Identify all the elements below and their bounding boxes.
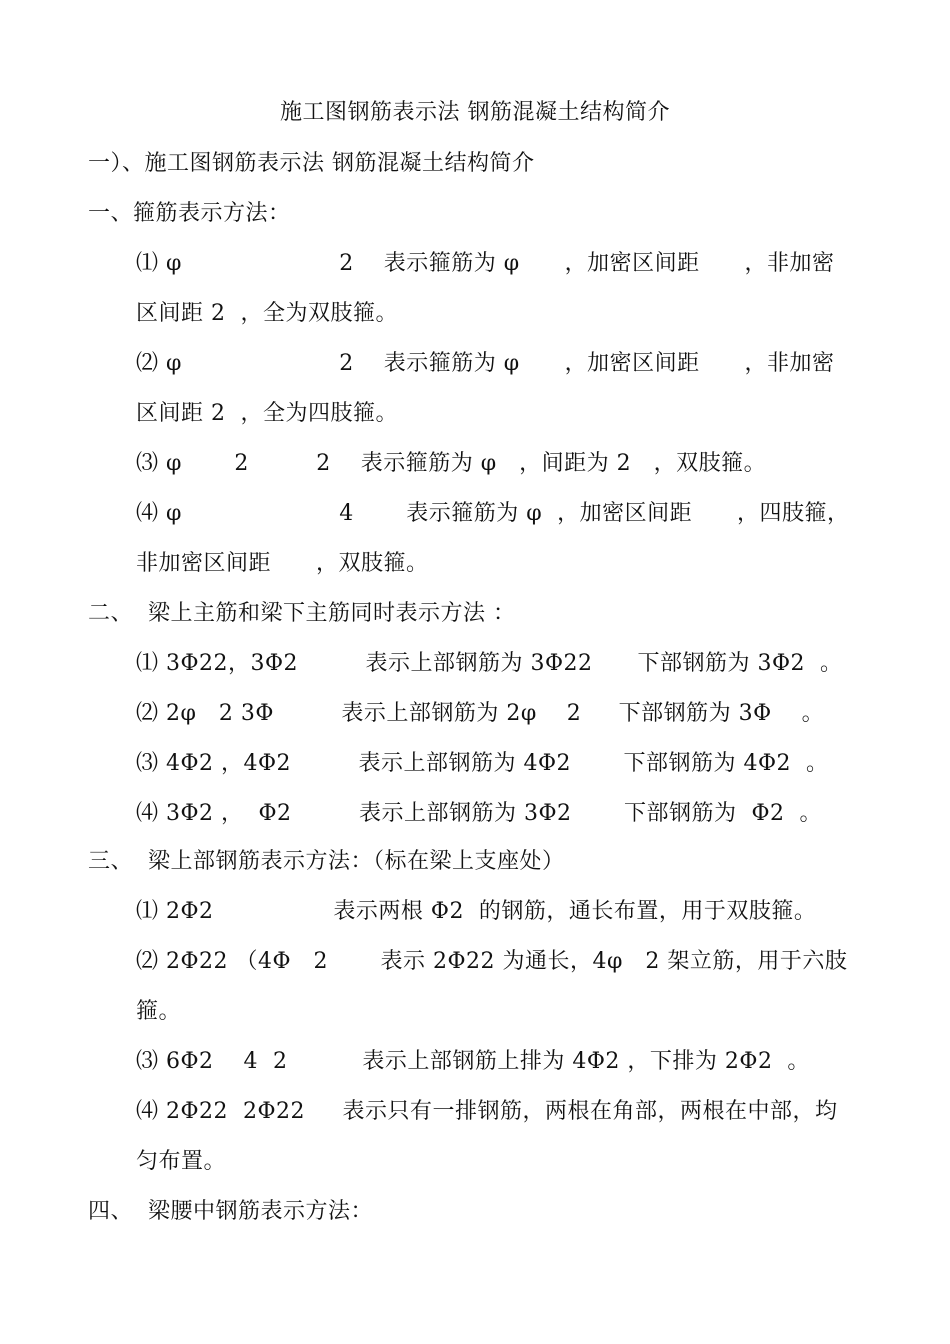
document-subtitle: 一）、施工图钢筋表示法 钢筋混凝土结构简介 xyxy=(88,151,535,176)
section-3-line-5: ⑷ 2Φ22 2Φ22 表示只有一排钢筋，两根在角部，两根在中部，均 xyxy=(136,1099,838,1124)
section-2-line-1: ⑴ 3Φ22，3Φ2 表示上部钢筋为 3Φ22 下部钢筋为 3Φ2 。 xyxy=(136,651,843,676)
section-heading-3: 三、 梁上部钢筋表示方法：（标在梁上支座处） xyxy=(88,849,565,874)
section-1-line-7: 非加密区间距 ，双肢箍。 xyxy=(136,551,429,576)
section-1-line-1: ⑴ φ 2 表示箍筋为 φ ，加密区间距 ，非加密 xyxy=(136,251,835,276)
section-2-line-2: ⑵ 2φ 2 3Φ 表示上部钢筋为 2φ 2 下部钢筋为 3Φ 。 xyxy=(136,701,825,726)
section-3-line-1: ⑴ 2Φ2 表示两根 Φ2 的钢筋，通长布置，用于双肢箍。 xyxy=(136,899,817,924)
section-3-line-4: ⑶ 6Φ2 4 2 表示上部钢筋上排为 4Φ2 ，下排为 2Φ2 。 xyxy=(136,1049,810,1074)
section-3-line-3: 箍。 xyxy=(136,999,182,1024)
section-1-line-2: 区间距 2 ，全为双肢箍。 xyxy=(136,301,398,326)
section-1-line-5: ⑶ φ 2 2 表示箍筋为 φ ，间距为 2 ，双肢箍。 xyxy=(136,451,767,476)
section-1-line-6: ⑷ φ 4 表示箍筋为 φ ，加密区间距 ，四肢箍， xyxy=(136,501,850,526)
section-heading-2: 二、 梁上主筋和梁下主筋同时表示方法 ： xyxy=(88,601,516,626)
section-heading-1: 一、箍筋表示方法： xyxy=(88,201,291,226)
section-3-line-2: ⑵ 2Φ22 （4Φ 2 表示 2Φ22 为通长，4φ 2 架立筋，用于六肢 xyxy=(136,949,848,974)
section-heading-4: 四、 梁腰中钢筋表示方法： xyxy=(88,1199,373,1224)
section-3-line-6: 匀布置。 xyxy=(136,1149,227,1174)
section-2-line-3: ⑶ 4Φ2 ，4Φ2 表示上部钢筋为 4Φ2 下部钢筋为 4Φ2 。 xyxy=(136,751,829,776)
section-1-line-4: 区间距 2 ，全为四肢箍。 xyxy=(136,401,398,426)
page-title: 施工图钢筋表示法 钢筋混凝土结构简介 xyxy=(280,100,670,125)
section-2-line-4: ⑷ 3Φ2 ， Φ2 表示上部钢筋为 3Φ2 下部钢筋为 Φ2 。 xyxy=(136,801,822,826)
section-1-line-3: ⑵ φ 2 表示箍筋为 φ ，加密区间距 ，非加密 xyxy=(136,351,835,376)
